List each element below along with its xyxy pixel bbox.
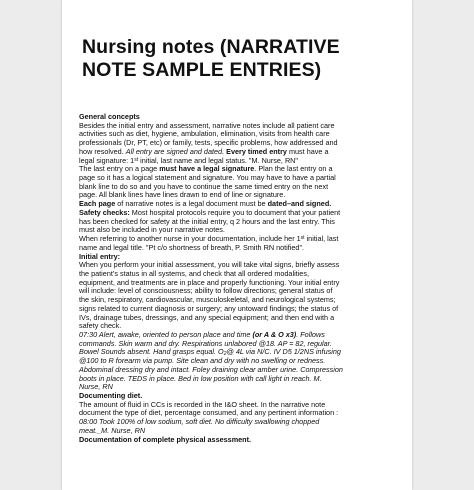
text-line: signs related to current diagnosis or surgery; any untoward findings; the status of	[79, 303, 339, 313]
text-line: document the type of diet, percentage consumed, and any pertinent information :	[79, 408, 339, 418]
sample-entry-line: 08:00 Took 100% of low sodium, soft diet. No difficulty swallowing chopped	[79, 417, 320, 427]
text-line: professionals (Dr, PT, etc) or family, tests, specific problems, how addressed and	[79, 138, 338, 148]
section-heading-documenting-diet: Documenting diet.	[79, 391, 143, 400]
text-line: must also be included in your narrative notes.	[79, 225, 225, 235]
sample-entry-line: boots in place. TEDS in place. Bed in low position with call light in reach. M.	[79, 373, 322, 383]
text-line: will include: level of consciousness; ability to follow directions; general status of	[79, 286, 333, 296]
sample-entry-line: Nurse, RN	[79, 382, 113, 392]
text-line: legal signature: 1st initial, last name and legal status. "M. Nurse, RN"	[79, 155, 298, 165]
document-page	[62, 0, 412, 490]
sample-entry-line: Abdominal dressing dry and intact. Foley draining clear amber urine. Compression	[79, 364, 343, 374]
text-line: page so it has a logical statement and signature. You may have to have a partial	[79, 173, 336, 183]
text-line: activities such as diet, hygiene, ambulation, elimination, visits from health care	[79, 129, 330, 139]
text-line: When referring to another nurse in your documentation, include her 1st initial, last	[79, 234, 339, 244]
text-line: The amount of fluid in CCs is recorded in the I&O sheet. In the narrative note	[79, 399, 326, 409]
sample-entry-line: @100 to R forearm via pump. Site clean and dry with no swelling or redness.	[79, 356, 326, 366]
text-line: how resolved. All entry are signed and dated. Every timed entry must have a	[79, 146, 329, 156]
text-line: the patient’s status in all systems, and check that all ordered modalities,	[79, 268, 309, 278]
document-body	[79, 113, 404, 444]
text-line: page. All blank lines have lines drawn to end of line or signature.	[79, 190, 286, 200]
title-line-1: Nursing notes (NARRATIVE	[82, 36, 340, 58]
section-heading-initial-entry: Initial entry:	[79, 251, 121, 261]
text-line: the skin, respiratory, cardiovascular, musculoskeletal, and neurological systems;	[79, 295, 336, 305]
each-page-line: Each page of narrative notes is a legal document must be dated–and signed.	[79, 199, 332, 209]
sample-entry-line: Bowel Sounds absent. Hand grasps equal. $O_2@$ 4L via N/C. IV D5 1/2NS infusing	[79, 347, 341, 358]
document-title	[82, 36, 402, 82]
text-line: blank line to do so and you have to continue the same timed entry on the next	[79, 181, 329, 191]
sample-entry-line: commands. Skin warm and dry. Respirations unlabored @18. AP = 82, regular.	[79, 338, 332, 348]
text-line: safety check.	[79, 321, 122, 331]
text-line: The last entry on a page must have a legal signature. Plan the last entry on a	[79, 164, 333, 174]
section-heading-general-concepts: General concepts	[79, 112, 140, 121]
text-line: name and legal title. "Pt c/o shortness of breath, P. Smith RN notified".	[79, 242, 305, 252]
text-line: When you perform your initial assessment, you will take vital signs, briefly assess	[79, 260, 340, 270]
title-line-2: NOTE SAMPLE ENTRIES)	[82, 59, 322, 81]
text-line: IVs, drainage tubes, dressings, and any special equipment; and then end with a	[79, 312, 335, 322]
section-heading-safety-checks: Safety checks: Most hospital protocols require you to document that your patient	[79, 207, 341, 217]
sample-entry-line: 07:30 Alert, awake, oriented to person place and time (or A & O x3). Follows	[79, 329, 325, 339]
sample-entry-line: meat._M. Nurse, RN	[79, 425, 146, 435]
text-line: equipment, and treatments are in place and properly functioning. Your initial entry	[79, 277, 340, 287]
text-line: Besides the initial entry and assessment, narrative notes include all patient care	[79, 120, 335, 130]
text-line: has been checked for safety at the initial entry, q 2 hours and the last entry. This	[79, 216, 335, 226]
section-heading-physical-assessment: Documentation of complete physical assessment.	[79, 434, 252, 444]
